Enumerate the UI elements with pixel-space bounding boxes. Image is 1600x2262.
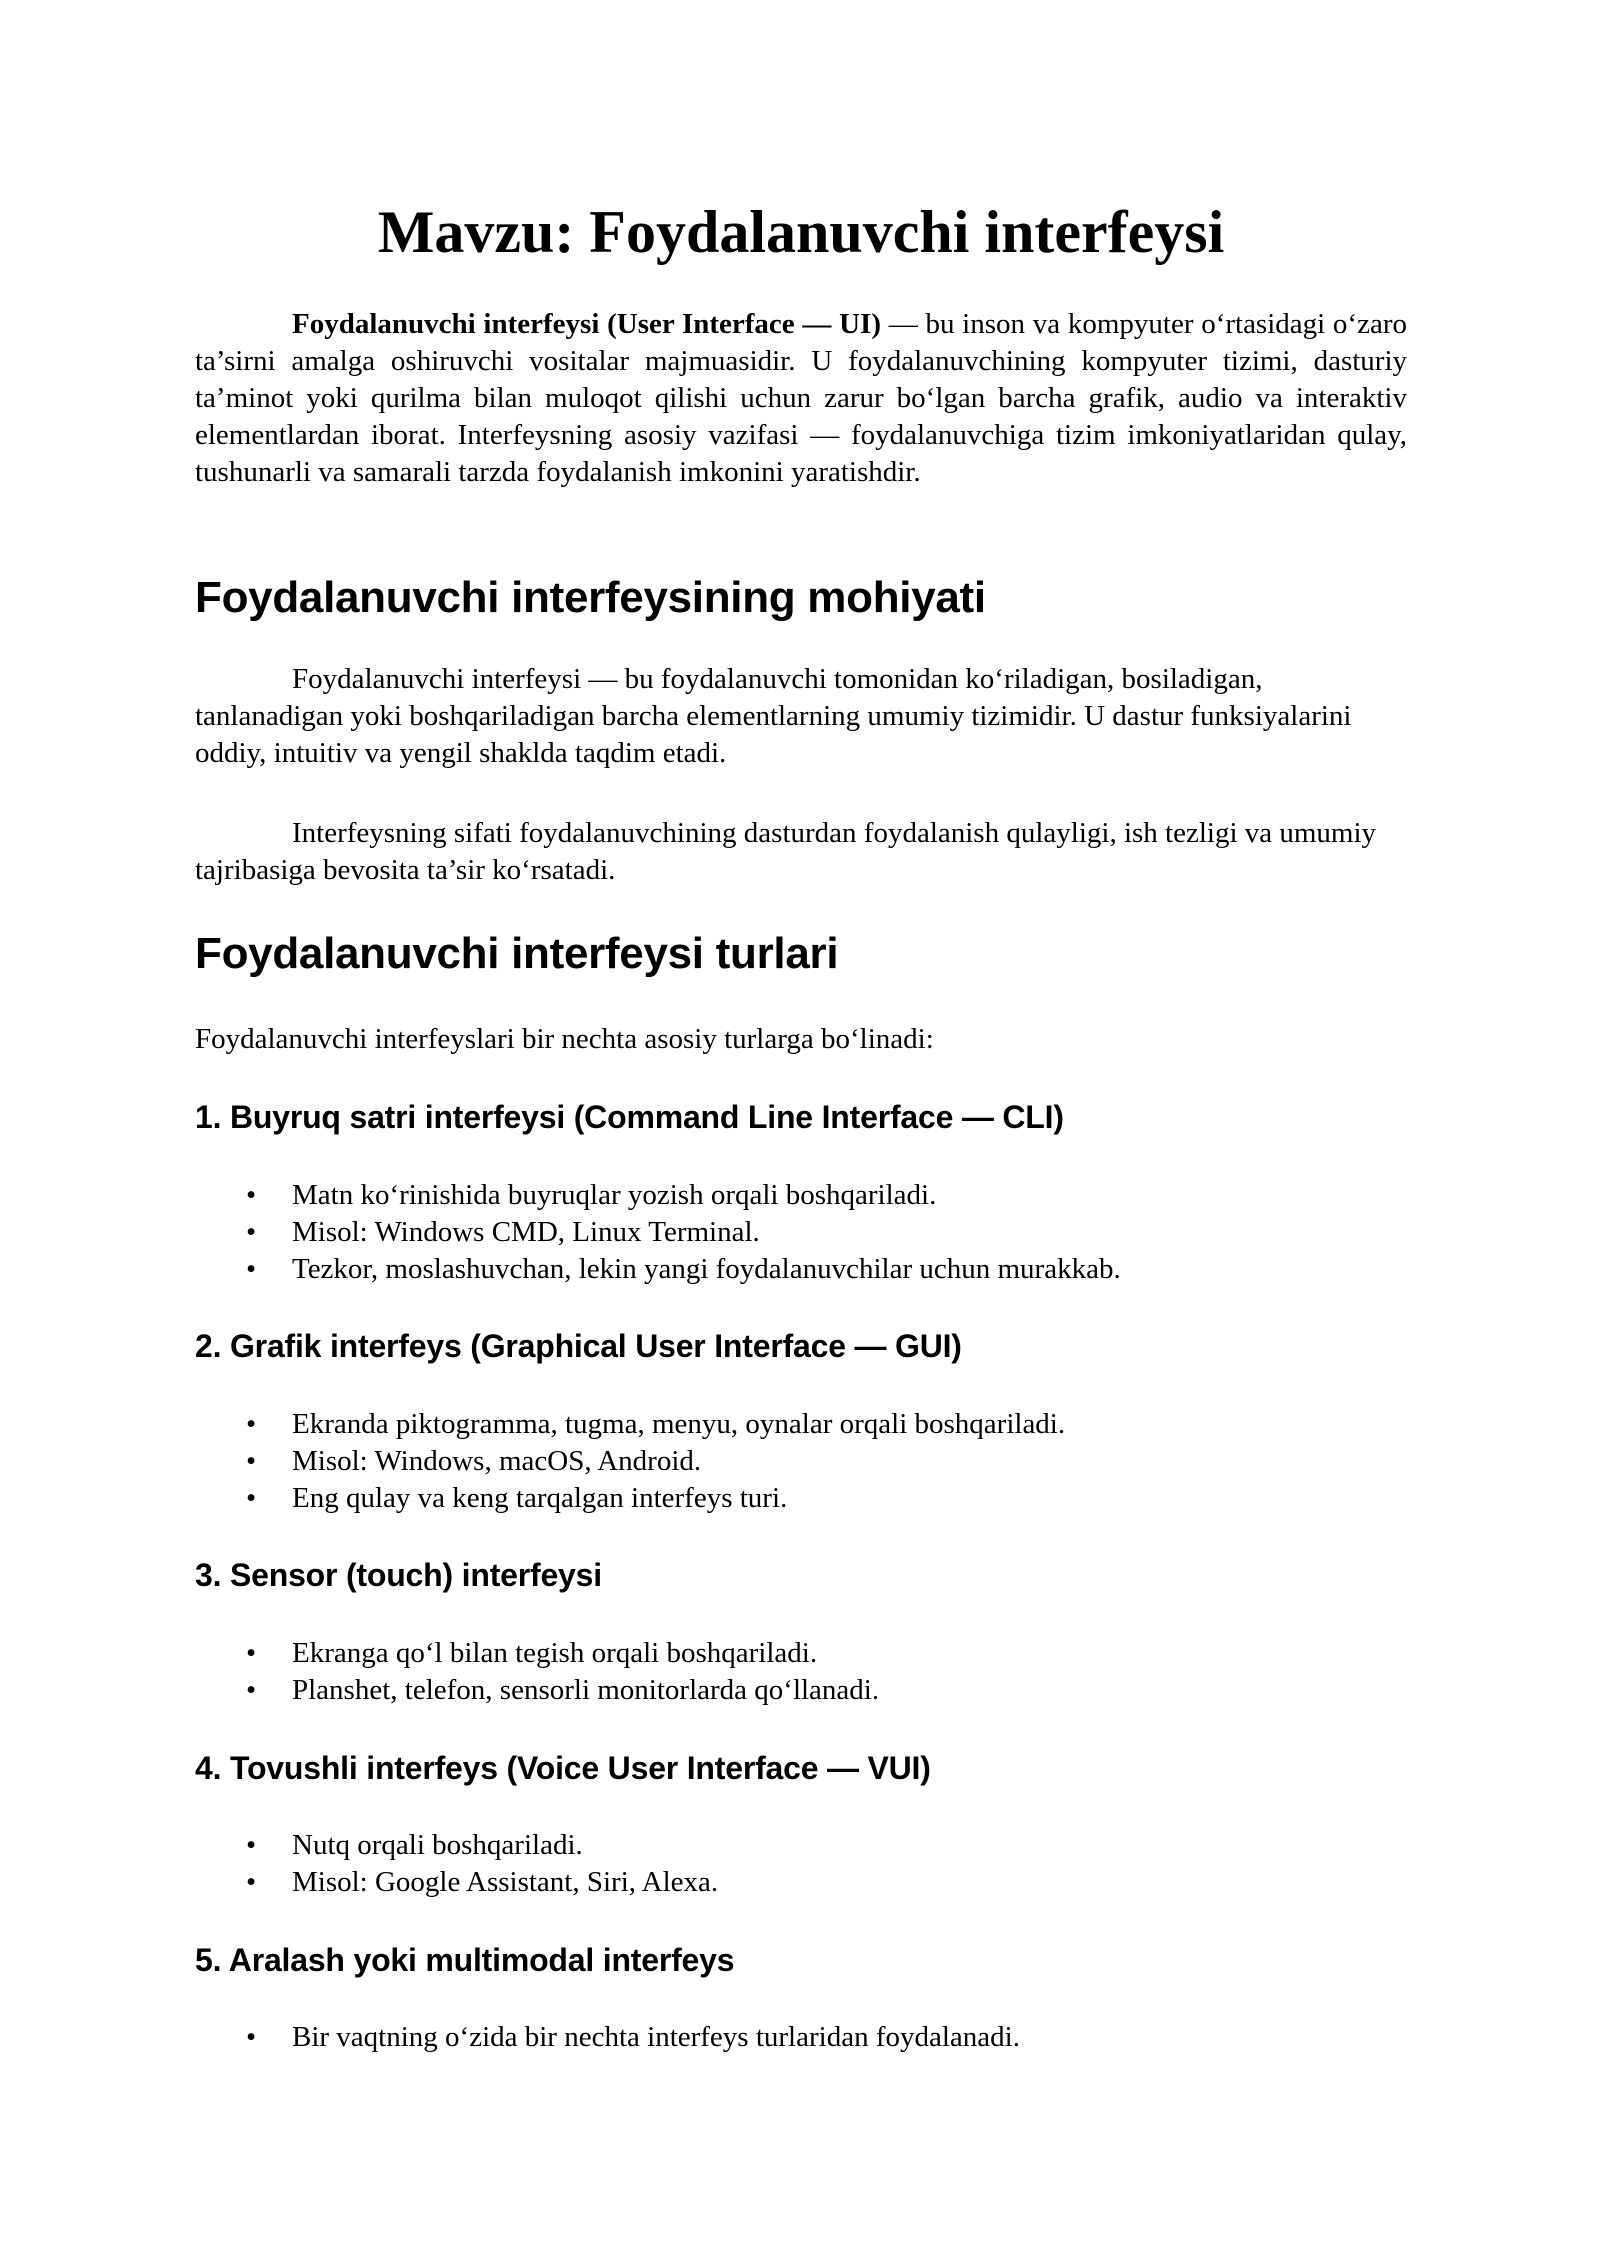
list-item: • Nutq orqali boshqariladi. bbox=[195, 1827, 1407, 1864]
list-item: • Bir vaqtning o‘zida bir nechta interfeys turlaridan foydalanadi. bbox=[195, 2019, 1407, 2056]
list-item: • Misol: Windows CMD, Linux Terminal. bbox=[195, 1214, 1407, 1251]
bullet-icon: • bbox=[246, 1253, 257, 1285]
bullet-icon: • bbox=[246, 1829, 257, 1861]
type-heading-multimodal: 5. Aralash yoki multimodal interfeys bbox=[195, 1942, 735, 1978]
bullet-icon: • bbox=[246, 1637, 257, 1669]
list-item: • Tezkor, moslashuvchan, lekin yangi foydalanuvchilar uchun murakkab. bbox=[195, 1251, 1407, 1288]
section1-paragraph-2 bbox=[195, 815, 1407, 889]
type-heading-touch: 3. Sensor (touch) interfeysi bbox=[195, 1557, 602, 1593]
section2-lead bbox=[195, 1021, 1407, 1058]
bullet-icon: • bbox=[246, 1216, 257, 1248]
intro-bold-lead: Foydalanuvchi interfeysi (User Interface — UI) bbox=[292, 308, 881, 340]
section-heading-mohiyati: Foydalanuvchi interfeysining mohiyati bbox=[195, 573, 986, 622]
list-item: • Misol: Windows, macOS, Android. bbox=[195, 1443, 1407, 1480]
intro-body: — bu inson va kompyuter o‘rtasidagi o‘zaro ta’sirni amalga oshiruvchi vositalar majmuasidir. U foydalanuvchining kompyuter tizimi, dasturiy ta’minot yoki qurilma bilan muloqot qilishi uchun zarur bo‘lgan barcha grafik, audio va interaktiv elementlardan iborat. Interfeysning asosiy vazifasi — foydalanuvchiga tizim imkoniyatlaridan qulay, tushunarli va samarali tarzda foydalanish imkonini yaratishdir. bbox=[195, 308, 1407, 488]
type-list-gui bbox=[195, 1406, 1407, 1517]
list-item: • Planshet, telefon, sensorli monitorlarda qo‘llanadi. bbox=[195, 1672, 1407, 1709]
bullet-icon: • bbox=[246, 1482, 257, 1514]
document-title: Mavzu: Foydalanuvchi interfeysi bbox=[377, 199, 1225, 265]
bullet-icon: • bbox=[246, 1408, 257, 1440]
type-list-vui bbox=[195, 1827, 1407, 1901]
bullet-icon: • bbox=[246, 1179, 257, 1211]
type-heading-vui: 4. Tovushli interfeys (Voice User Interface — VUI) bbox=[195, 1750, 931, 1786]
type-list-multimodal bbox=[195, 2019, 1407, 2056]
list-item: • Eng qulay va keng tarqalgan interfeys turi. bbox=[195, 1480, 1407, 1517]
list-item: • Matn ko‘rinishida buyruqlar yozish orqali boshqariladi. bbox=[195, 1177, 1407, 1214]
section1-paragraph-1 bbox=[195, 661, 1407, 772]
type-list-touch bbox=[195, 1635, 1407, 1709]
list-item: • Ekranga qo‘l bilan tegish orqali boshqariladi. bbox=[195, 1635, 1407, 1672]
list-item: • Ekranda piktogramma, tugma, menyu, oynalar orqali boshqariladi. bbox=[195, 1406, 1407, 1443]
type-heading-gui: 2. Grafik interfeys (Graphical User Interface — GUI) bbox=[195, 1328, 962, 1364]
type-heading-cli: 1. Buyruq satri interfeysi (Command Line Interface — CLI) bbox=[195, 1099, 1064, 1135]
bullet-icon: • bbox=[246, 1445, 257, 1477]
section2-lead-text: Foydalanuvchi interfeyslari bir nechta asosiy turlarga bo‘linadi: bbox=[195, 1023, 934, 1055]
type-list-cli bbox=[195, 1177, 1407, 1288]
intro-paragraph bbox=[195, 306, 1407, 491]
intro-text bbox=[195, 306, 1407, 491]
section1-text-2: Interfeysning sifati foydalanuvchining dasturdan foydalanish qulayligi, ish tezligi va umumiy tajribasiga bevosita ta’sir ko‘rsatadi. bbox=[195, 817, 1377, 886]
bullet-icon: • bbox=[246, 2021, 257, 2053]
list-item: • Misol: Google Assistant, Siri, Alexa. bbox=[195, 1864, 1407, 1901]
section-heading-turlari: Foydalanuvchi interfeysi turlari bbox=[195, 929, 839, 978]
bullet-icon: • bbox=[246, 1866, 257, 1898]
section1-text-1: Foydalanuvchi interfeysi — bu foydalanuvchi tomonidan ko‘riladigan, bosiladigan, tanlanadigan yoki boshqariladigan barcha elementlarning umumiy tizimidir. U dastur funksiyalarini oddiy, intuitiv va yengil shaklda taqdim etadi. bbox=[195, 663, 1352, 769]
bullet-icon: • bbox=[246, 1674, 257, 1706]
